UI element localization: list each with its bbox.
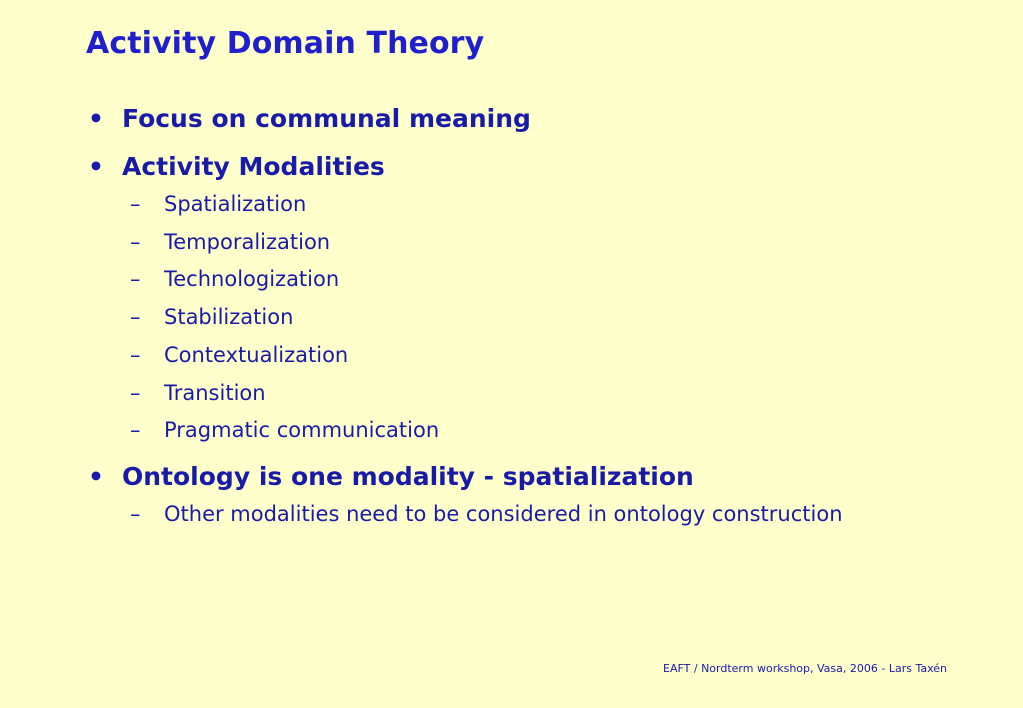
sub-item-text: Other modalities need to be considered in ontology construction: [164, 501, 843, 526]
sub-item: [86, 412, 986, 450]
sub-marker: –: [130, 267, 141, 292]
sub-item-text: Stabilization: [164, 305, 294, 330]
sub-item: [86, 261, 986, 299]
sub-marker: –: [130, 342, 141, 367]
sub-marker: –: [130, 192, 141, 216]
slide-title: Activity Domain Theory: [86, 26, 485, 61]
sub-item-text: Temporalization: [164, 229, 331, 254]
sub-item: [86, 299, 986, 337]
slide-body: [86, 100, 986, 542]
sub-list: [86, 186, 986, 450]
bullet-text: Ontology is one modality - spatialization: [122, 461, 694, 491]
bullet-marker: •: [88, 104, 104, 133]
sub-item: [86, 375, 986, 413]
sub-item: [86, 186, 986, 224]
sub-item: [86, 496, 986, 534]
bullet-text: Focus on communal meaning: [122, 104, 531, 133]
sub-marker: –: [130, 380, 141, 405]
bullet-text: Activity Modalities: [122, 152, 385, 181]
slide-footer: EAFT / Nordterm workshop, Vasa, 2006 - Lars Taxén: [663, 662, 947, 675]
sub-item-text: Technologization: [164, 267, 340, 292]
sub-item-text: Contextualization: [164, 342, 349, 367]
bullet-item: [86, 100, 986, 138]
sub-item-text: Pragmatic communication: [164, 418, 440, 443]
sub-marker: –: [130, 305, 141, 330]
sub-item-text: Spatialization: [164, 192, 307, 216]
bullet-marker: •: [88, 152, 104, 181]
sub-list: [86, 496, 986, 534]
bullet-item: [86, 458, 986, 496]
bullet-item: [86, 148, 986, 186]
sub-item: [86, 224, 986, 262]
bullet-marker: •: [88, 461, 104, 491]
sub-item: [86, 337, 986, 375]
sub-marker: –: [130, 418, 141, 443]
sub-marker: –: [130, 501, 141, 526]
sub-item-text: Transition: [164, 380, 266, 405]
sub-marker: –: [130, 229, 141, 254]
